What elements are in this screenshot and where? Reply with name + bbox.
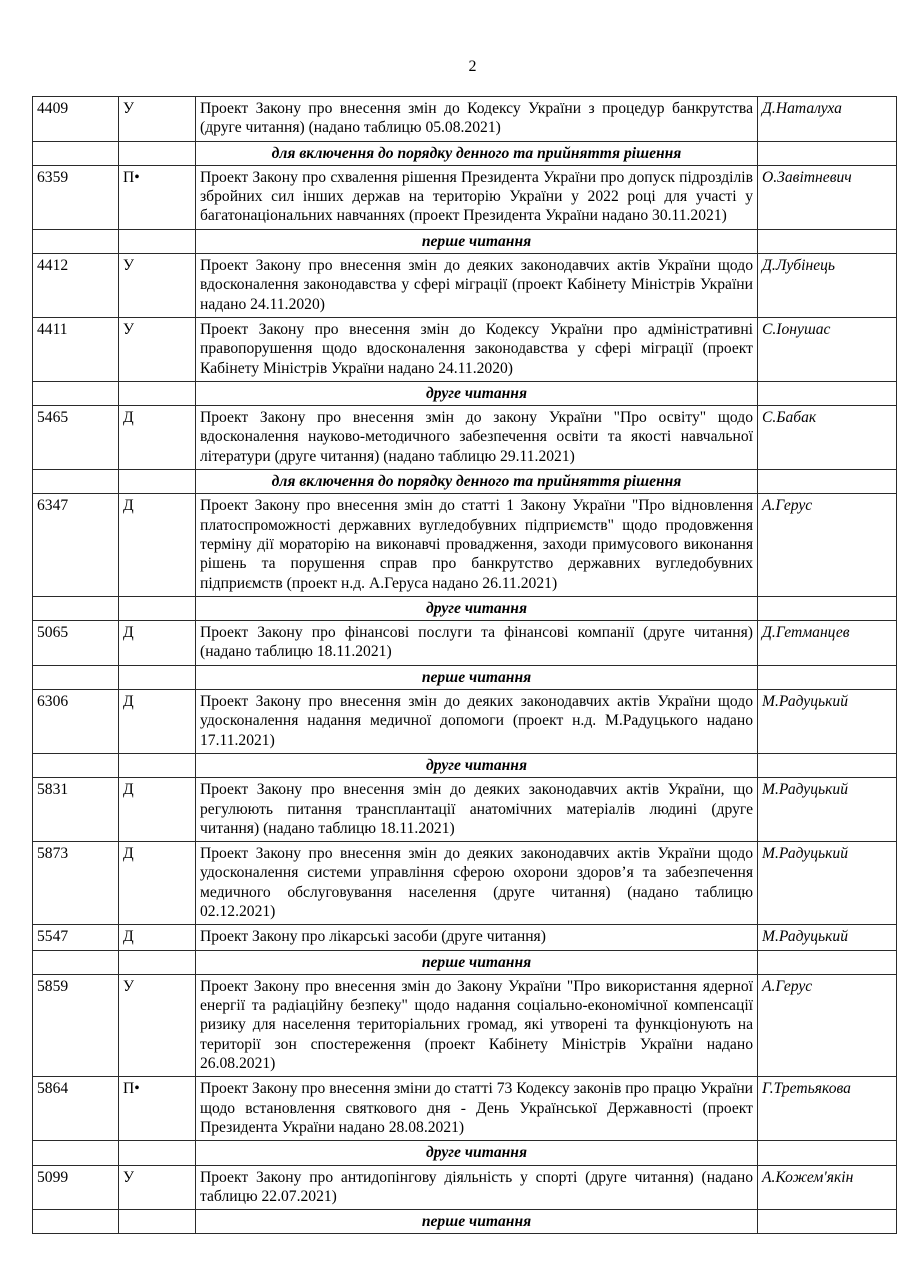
- bill-number: 5859: [33, 974, 119, 1076]
- bill-type: Д: [119, 925, 196, 950]
- bill-description: Проект Закону про внесення змін до деяких законодавчих актів України щодо вдосконалення законодавства у сфері міграції (проект Кабінету Міністрів України надано 24.11.2020): [196, 254, 758, 318]
- bill-type: Д: [119, 406, 196, 470]
- section-empty-cell: [758, 1141, 897, 1165]
- bill-type: П•: [119, 165, 196, 229]
- agenda-item-row: [33, 621, 897, 666]
- section-row: [33, 229, 897, 253]
- bill-responsible: М.Радуцький: [758, 925, 897, 950]
- bill-description: Проект Закону про внесення змін до деяких законодавчих актів України, що регулюють питання трансплантації анатомічних матеріалів людині (друге читання) (надано таблицю 18.11.2021): [196, 778, 758, 842]
- bill-number: 5864: [33, 1077, 119, 1141]
- agenda-item-row: [33, 254, 897, 318]
- section-title: перше читання: [196, 950, 758, 974]
- section-empty-cell: [119, 470, 196, 494]
- bill-responsible: С.Іонушас: [758, 317, 897, 381]
- section-empty-cell: [119, 1210, 196, 1234]
- section-title: перше читання: [196, 229, 758, 253]
- bill-responsible: М.Радуцький: [758, 842, 897, 925]
- page-number: 2: [468, 58, 477, 75]
- agenda-item-row: [33, 1165, 897, 1210]
- agenda-item-row: [33, 690, 897, 754]
- section-row: [33, 665, 897, 689]
- section-empty-cell: [33, 381, 119, 405]
- section-empty-cell: [119, 1141, 196, 1165]
- section-title: перше читання: [196, 665, 758, 689]
- section-title: друге читання: [196, 596, 758, 620]
- bill-description: Проект Закону про внесення зміни до статті 73 Кодексу законів про працю України щодо встановлення святкового дня - День Української Державності (проект Президента України надано 28.08.2021): [196, 1077, 758, 1141]
- section-row: [33, 141, 897, 165]
- bill-responsible: Д.Гетманцев: [758, 621, 897, 666]
- section-empty-cell: [33, 470, 119, 494]
- section-row: [33, 1141, 897, 1165]
- section-title: для включення до порядку денного та прийняття рішення: [196, 470, 758, 494]
- agenda-item-row: [33, 778, 897, 842]
- bill-type: Д: [119, 621, 196, 666]
- section-empty-cell: [758, 950, 897, 974]
- section-empty-cell: [119, 596, 196, 620]
- section-empty-cell: [33, 950, 119, 974]
- bill-number: 5831: [33, 778, 119, 842]
- section-empty-cell: [119, 665, 196, 689]
- section-title: друге читання: [196, 1141, 758, 1165]
- bill-responsible: А.Герус: [758, 974, 897, 1076]
- bill-type: Д: [119, 494, 196, 596]
- bill-description: Проект Закону про фінансові послуги та фінансові компанії (друге читання) (надано таблицю 18.11.2021): [196, 621, 758, 666]
- section-empty-cell: [758, 470, 897, 494]
- agenda-item-row: [33, 974, 897, 1076]
- agenda-item-row: [33, 165, 897, 229]
- agenda-item-row: [33, 406, 897, 470]
- bill-type: Д: [119, 842, 196, 925]
- bill-description: Проект Закону про внесення змін до Кодексу України про адміністративні правопорушення щодо вдосконалення законодавства у сфері міграції (проект Кабінету Міністрів України надано 24.11.2020): [196, 317, 758, 381]
- bill-description: Проект Закону про лікарські засоби (друге читання): [196, 925, 758, 950]
- bill-description: Проект Закону про внесення змін до Закону України "Про використання ядерної енергії та радіаційну безпеку" щодо надання соціально-економічної компенсації ризику для населення територіальних громад, які утворені та функціонують на території зон спостереження (проект Кабінету Міністрів України надано 26.08.2021): [196, 974, 758, 1076]
- bill-number: 4409: [33, 97, 119, 142]
- section-empty-cell: [33, 596, 119, 620]
- section-empty-cell: [33, 665, 119, 689]
- bill-responsible: Д.Лубінець: [758, 254, 897, 318]
- section-row: [33, 950, 897, 974]
- bill-type: У: [119, 97, 196, 142]
- section-row: [33, 1210, 897, 1234]
- bill-number: 6306: [33, 690, 119, 754]
- bill-type: Д: [119, 690, 196, 754]
- section-empty-cell: [758, 229, 897, 253]
- section-empty-cell: [119, 950, 196, 974]
- section-empty-cell: [119, 141, 196, 165]
- bill-description: Проект Закону про антидопінгову діяльність у спорті (друге читання) (надано таблицю 22.07.2021): [196, 1165, 758, 1210]
- bill-number: 4411: [33, 317, 119, 381]
- section-row: [33, 470, 897, 494]
- bill-description: Проект Закону про внесення змін до деяких законодавчих актів України щодо удосконалення надання медичної допомоги (проект н.д. М.Радуцького надано 17.11.2021): [196, 690, 758, 754]
- bill-responsible: А.Герус: [758, 494, 897, 596]
- bill-description: Проект Закону про внесення змін до статті 1 Закону України "Про відновлення платоспроможності державних вугледобувних підприємств" щодо продовження терміну дії мораторію на виконавчі провадження, заходи примусового виконання рішень та порушення справ про банкрутство державних вугледобувних підприємств (проект н.д. А.Геруса надано 26.11.2021): [196, 494, 758, 596]
- agenda-item-row: [33, 317, 897, 381]
- bill-responsible: М.Радуцький: [758, 778, 897, 842]
- section-title: друге читання: [196, 753, 758, 777]
- section-empty-cell: [758, 665, 897, 689]
- bill-responsible: О.Завітневич: [758, 165, 897, 229]
- bill-description: Проект Закону про внесення змін до деяких законодавчих актів України щодо удосконалення системи управління сферою охорони здоров’я та забезпечення медичного обслуговування населення (друге читання) (надано таблицю 02.12.2021): [196, 842, 758, 925]
- bill-number: 6347: [33, 494, 119, 596]
- bill-number: 5873: [33, 842, 119, 925]
- section-title: для включення до порядку денного та прийняття рішення: [196, 141, 758, 165]
- bill-responsible: Д.Наталуха: [758, 97, 897, 142]
- agenda-table: [32, 96, 897, 1234]
- bill-description: Проект Закону про внесення змін до Кодексу України з процедур банкрутства (друге читання) (надано таблицю 05.08.2021): [196, 97, 758, 142]
- bill-number: 5547: [33, 925, 119, 950]
- section-row: [33, 381, 897, 405]
- bill-number: 5065: [33, 621, 119, 666]
- agenda-item-row: [33, 97, 897, 142]
- bill-type: У: [119, 1165, 196, 1210]
- bill-type: У: [119, 974, 196, 1076]
- agenda-item-row: [33, 1077, 897, 1141]
- bill-type: Д: [119, 778, 196, 842]
- section-title: друге читання: [196, 381, 758, 405]
- section-empty-cell: [758, 1210, 897, 1234]
- bill-number: 4412: [33, 254, 119, 318]
- section-empty-cell: [758, 141, 897, 165]
- bill-responsible: С.Бабак: [758, 406, 897, 470]
- section-empty-cell: [758, 753, 897, 777]
- bill-description: Проект Закону про схвалення рішення Президента України про допуск підрозділів збройних сил інших держав на територію України у 2022 році для участі у багатонаціональних навчаннях (проект Президента України надано 30.11.2021): [196, 165, 758, 229]
- section-empty-cell: [758, 381, 897, 405]
- bill-description: Проект Закону про внесення змін до закону України "Про освіту" щодо вдосконалення науково-методичного забезпечення освіти та якості навчальної літератури (друге читання) (надано таблицю 29.11.2021): [196, 406, 758, 470]
- bill-number: 5465: [33, 406, 119, 470]
- section-row: [33, 596, 897, 620]
- section-title: перше читання: [196, 1210, 758, 1234]
- agenda-item-row: [33, 494, 897, 596]
- section-empty-cell: [33, 1210, 119, 1234]
- bill-responsible: Г.Третьякова: [758, 1077, 897, 1141]
- section-empty-cell: [33, 753, 119, 777]
- bill-responsible: А.Кожем'якін: [758, 1165, 897, 1210]
- section-empty-cell: [119, 753, 196, 777]
- bill-type: У: [119, 254, 196, 318]
- agenda-item-row: [33, 925, 897, 950]
- agenda-table-body: [33, 97, 897, 1234]
- section-row: [33, 753, 897, 777]
- bill-number: 5099: [33, 1165, 119, 1210]
- section-empty-cell: [758, 596, 897, 620]
- section-empty-cell: [119, 229, 196, 253]
- agenda-item-row: [33, 842, 897, 925]
- bill-type: У: [119, 317, 196, 381]
- bill-type: П•: [119, 1077, 196, 1141]
- bill-number: 6359: [33, 165, 119, 229]
- section-empty-cell: [119, 381, 196, 405]
- bill-responsible: М.Радуцький: [758, 690, 897, 754]
- section-empty-cell: [33, 229, 119, 253]
- section-empty-cell: [33, 1141, 119, 1165]
- section-empty-cell: [33, 141, 119, 165]
